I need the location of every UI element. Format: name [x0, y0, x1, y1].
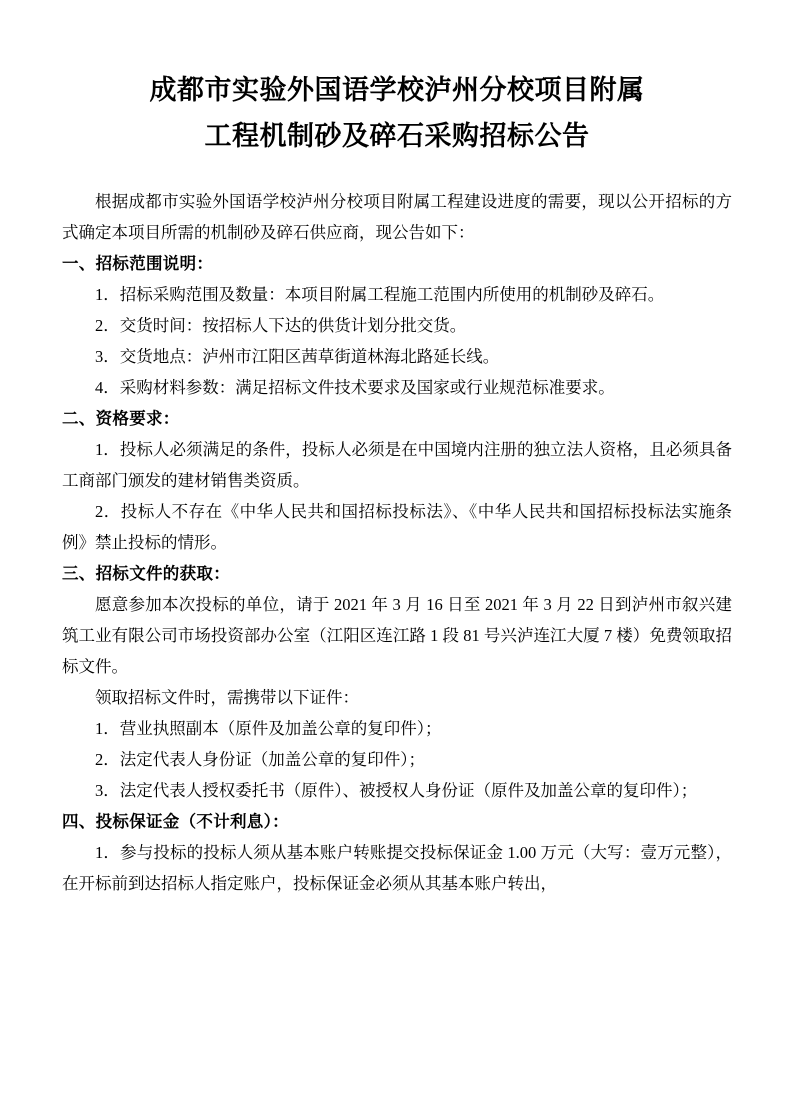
page-title: [62, 68, 732, 160]
section-3-item-5: 3．法定代表人授权委托书（原件）、被授权人身份证（原件及加盖公章的复印件）；: [95, 781, 698, 800]
section-2-item-2: 2．投标人不存在《中华人民共和国招标投标法》、《中华人民共和国招标投标法实施条例》禁止投标的情形。: [62, 502, 732, 552]
section-1-item-2: 2．交货时间：按招标人下达的供货计划分批交货。: [95, 316, 467, 335]
section-1-item-4: 4．采购材料参数：满足招标文件技术要求及国家或行业规范标准要求。: [95, 378, 615, 397]
section-heading-3: 三、招标文件的获取：: [62, 564, 230, 583]
section-3-item-3: 1．营业执照副本（原件及加盖公章的复印件）；: [95, 719, 442, 738]
section-heading-4: 四、投标保证金（不计利息）：: [62, 812, 289, 831]
section-3-item-2: 领取招标文件时，需携带以下证件：: [95, 688, 359, 707]
section-3-item-4: 2．法定代表人身份证（加盖公章的复印件）；: [95, 750, 425, 769]
section-3-item-1: 愿意参加本次投标的单位，请于 2021 年 3 月 16 日至 2021 年 3 月 22 日到泸州市叙兴建筑工业有限公司市场投资部办公室（江阳区连江路 1 段 81 号兴泸连江大厦 7 楼）免费领取招标文件。: [62, 595, 732, 676]
section-4-item-1: 1．参与投标的投标人须从基本账户转账提交投标保证金 1.00 万元（大写：壹万元整），在开标前到达招标人指定账户，投标保证金必须从其基本账户转出，: [62, 843, 732, 893]
page-title-line-2: 工程机制砂及碎石采购招标公告: [204, 121, 590, 152]
section-2-item-1: 1．投标人必须满足的条件，投标人必须是在中国境内注册的独立法人资格，且必须具备工商部门颁发的建材销售类资质。: [62, 440, 732, 490]
intro-paragraph: 根据成都市实验外国语学校泸州分校项目附属工程建设进度的需要，现以公开招标的方式确定本项目所需的机制砂及碎石供应商，现公告如下：: [62, 192, 732, 242]
page-title-line-1: 成都市实验外国语学校泸州分校项目附属: [149, 75, 645, 106]
section-1-item-3: 3．交货地点：泸州市江阳区茜草街道林海北路延长线。: [95, 347, 500, 366]
document-body: [62, 186, 732, 899]
section-1-item-1: 1．招标采购范围及数量：本项目附属工程施工范围内所使用的机制砂及碎石。: [95, 285, 665, 304]
section-heading-2: 二、资格要求：: [62, 409, 180, 428]
section-heading-1: 一、招标范围说明：: [62, 254, 214, 273]
